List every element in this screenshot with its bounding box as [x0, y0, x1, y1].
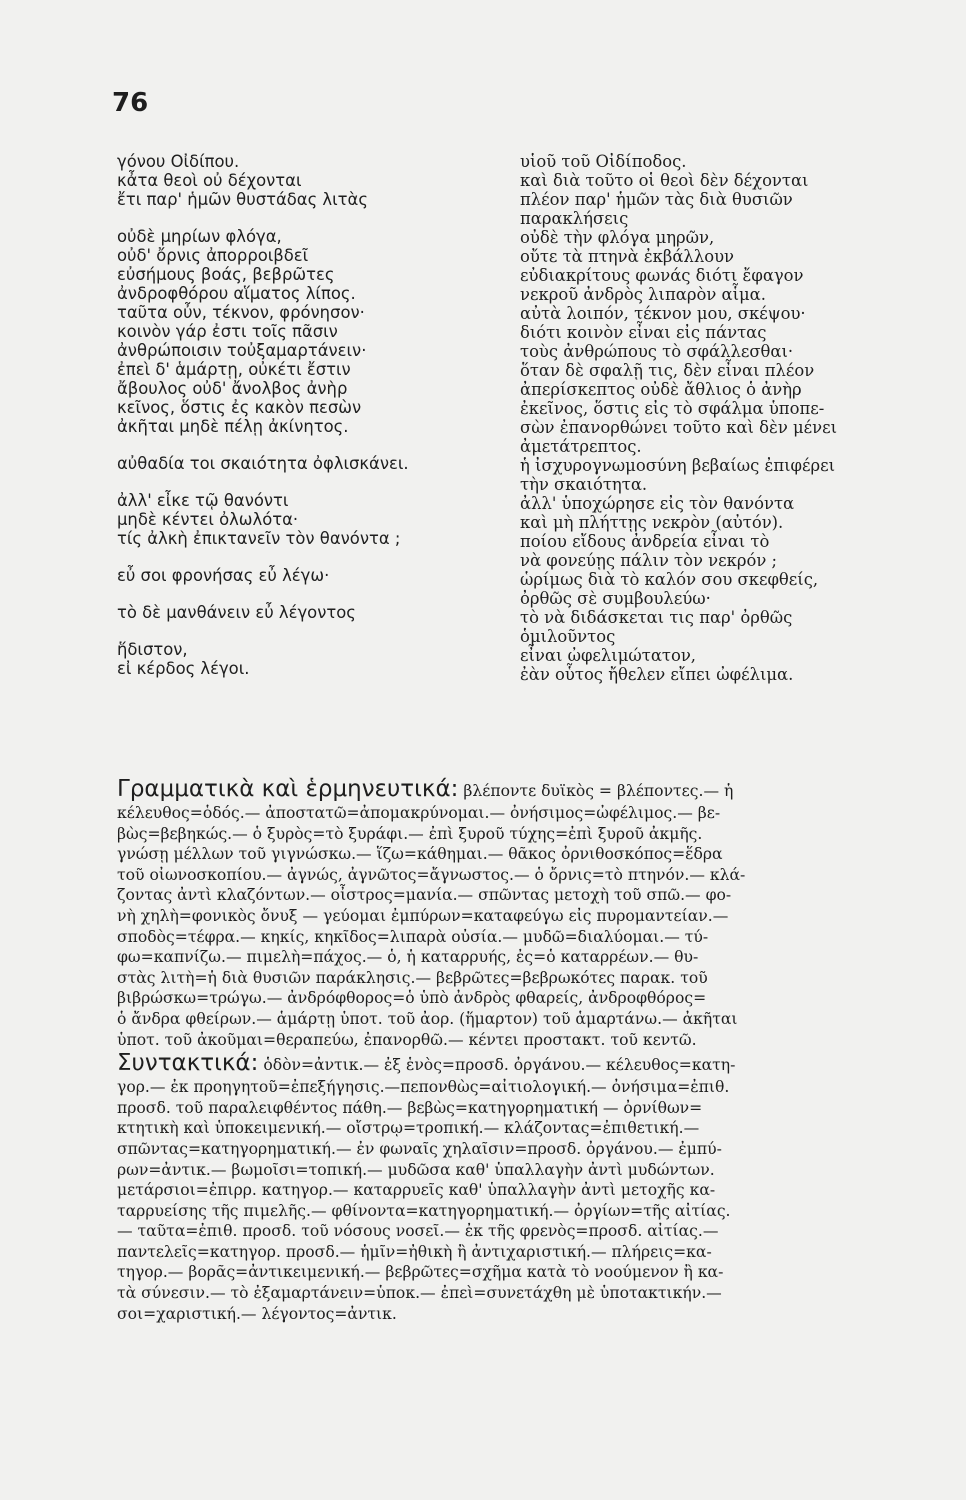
translation-line: ἐὰν οὗτος ἤθελεν εἴπει ὠφέλιμα. — [520, 665, 794, 684]
translation-line: ἐκεῖνος, ὅστις εἰς τὸ σφάλμα ὑποπε- — [520, 399, 825, 418]
translation-line: οὔτε τὰ πτηνὰ ἐκβάλλουν — [520, 247, 735, 266]
verse-line: ἀνθρώποισιν τοὐξαμαρτάνειν· — [117, 341, 367, 360]
translation-line: νεκροῦ ἀνδρὸς λιπαρὸν αἷμα. — [520, 285, 766, 304]
grammar-note-line: γνώσῃ μέλλων τοῦ γιγνώσκω.— ἵζω=κάθημαι.— θᾶκος ὀρνιθοσκόπος=ἕδρα — [117, 845, 723, 864]
syntax-note-line: παντελεῖς=κατηγορ. προσδ.— ἡμῖν=ἠθικὴ ἢ ἀντιχαριστική.— πλήρεις=κα- — [117, 1242, 712, 1261]
notes-section — [117, 776, 937, 1324]
grammar-note-line: ὑποτ. τοῦ ἀκοῦμαι=θεραπεύω, ἐπανορθῶ.— κέντει προστακτ. τοῦ κεντῶ. — [117, 1030, 697, 1049]
syntax-note-line: — ταῦτα=ἐπιθ. προσδ. τοῦ νόσους νοσεῖ.— ἐκ τῆς φρενὸς=προσδ. αἰτίας.— — [117, 1222, 719, 1241]
verse-line: κεῖνος, ὅστις ἐς κακὸν πεσὼν — [117, 398, 362, 417]
grammar-note-line: βιβρώσκω=τρώγω.— ἀνδρόφθορος=ὁ ὑπὸ ἀνδρὸς φθαρείς, ἀνδροφθόρος= — [117, 989, 707, 1008]
greek-original-column — [117, 152, 507, 678]
verse-line: οὐδὲ μηρίων φλόγα, — [117, 227, 282, 246]
grammar-note-line: βλέποντε δυϊκὸς = βλέποντες.— ἡ — [463, 782, 734, 800]
translation-line: ὡρίμως διὰ τὸ καλόν σου σκεφθείς, — [520, 570, 819, 589]
verse-line: γόνου Οἰδίπου. — [117, 152, 240, 171]
grammar-note-line: φω=καπνίζω.— πιμελὴ=πάχος.— ὁ, ἡ καταρρυής, ἐς=ὁ καταρρέων.— θυ- — [117, 948, 699, 967]
verse-line: ἀλλ' εἶκε τῷ θανόντι — [117, 491, 289, 510]
translation-line: ὅταν δὲ σφαλῇ τις, δὲν εἶναι πλέον — [520, 361, 815, 380]
translation-line: ἀμετάτρεπτος. — [520, 437, 642, 456]
syntax-heading: Συντακτικά: — [117, 1050, 259, 1077]
verse-line: ἔτι παρ' ἡμῶν θυστάδας λιτὰς — [117, 190, 368, 209]
translation-line: παρακλήσεις — [520, 209, 629, 228]
verse-line: τίς ἀλκὴ ἐπικτανεῖν τὸν θανόντα ; — [117, 529, 401, 548]
syntax-note-line: προσδ. τοῦ παραλειφθέντος πάθη.— βεβὼς=κατηγορηματική — ὀρνίθων= — [117, 1098, 703, 1117]
translation-line: υἱοῦ τοῦ Οἰδίποδος. — [520, 152, 687, 171]
translation-line: σὼν ἐπανορθώνει τοῦτο καὶ δὲν μένει — [520, 418, 838, 437]
verse-line: μηδὲ κέντει ὀλωλότα· — [117, 510, 299, 529]
verse-line: ἄβουλος οὐδ' ἄνολβος ἀνὴρ — [117, 379, 348, 398]
translation-line: διότι κοινὸν εἶναι εἰς πάντας — [520, 323, 767, 342]
translation-line: εἶναι ὠφελιμώτατον, — [520, 646, 696, 665]
syntax-note-line: ὁδὸν=ἀντικ.— ἐξ ἑνὸς=προσδ. ὀργάνου.— κέλευθος=κατη- — [263, 1056, 736, 1075]
grammar-note-line: ζοντας ἀντὶ κλαζόντων.— οἶστρος=μανία.— σπῶντας μετοχὴ τοῦ σπῶ.— φο- — [117, 886, 732, 905]
syntax-note-line: τὰ σύνεσιν.— τὸ ἐξαμαρτάνειν=ὑποκ.— ἐπεὶ=συνετάχθη μὲ ὑποτακτικήν.— — [117, 1284, 722, 1303]
translation-line: τὸ νὰ διδάσκεται τις παρ' ὀρθῶς — [520, 608, 793, 627]
syntax-note-line: κτητικὴ καὶ ὑποκειμενική.— οἴστρῳ=τροπική.— κλάζοντας=ἐπιθετική.— — [117, 1119, 700, 1138]
page-number: 76 — [112, 88, 149, 118]
grammar-note-line: κέλευθος=ὁδός.— ἀποστατῶ=ἀπομακρύνομαι.— ὀνήσιμος=ὠφέλιμος.— βε- — [117, 804, 721, 822]
translation-line: εὐδιακρίτους φωνάς διότι ἔφαγον — [520, 266, 804, 285]
translation-line: καὶ διὰ τοῦτο οἱ θεοὶ δὲν δέχονται — [520, 171, 809, 190]
grammar-note-line: ὁ ἄνδρα φθείρων.— ἁμάρτῃ ὑποτ. τοῦ ἀορ. (ἥμαρτον) τοῦ ἁμαρτάνω.— ἀκῆται — [117, 1009, 738, 1028]
translation-line: τοὺς ἀνθρώπους τὸ σφάλλεσθαι· — [520, 342, 794, 361]
verse-line: οὐδ' ὄρνις ἀπορροιβδεῖ — [117, 246, 309, 265]
translation-line: νὰ φονεύῃς πάλιν τὸν νεκρόν ; — [520, 551, 778, 570]
verse-line: ἀκῆται μηδὲ πέλῃ ἀκίνητος. — [117, 417, 349, 436]
grammar-note-line: στὰς λιτὴ=ἡ διὰ θυσιῶν παράκλησις.— βεβρῶτες=βεβρωκότες παρακ. τοῦ — [117, 968, 708, 987]
grammar-note-line: σποδὸς=τέφρα.— κηκίς, κηκῖδος=λιπαρὰ οὐσία.— μυδῶ=διαλύομαι.— τύ- — [117, 927, 709, 946]
grammar-note-line: βὼς=βεβηκώς.— ὁ ξυρὸς=τὸ ξυράφι.— ἐπὶ ξυροῦ τύχης=ἐπὶ ξυροῦ ἀκμῆς. — [117, 824, 703, 843]
translation-line: ὀρθῶς σὲ συμβουλεύω· — [520, 589, 711, 608]
syntax-note-line: σπῶντας=κατηγορηματική.— ἐν φωναῖς χηλαῖσιν=προσδ. ὀργάνου.— ἐμπύ- — [117, 1139, 722, 1158]
syntax-note-line: γορ.— ἐκ προηγητοῦ=ἐπεξήγησις.—πεπονθὼς=αἰτιολογική.— ὀνήσιμα=ἐπιθ. — [117, 1078, 730, 1097]
modern-translation-column — [520, 152, 940, 684]
verse-line: τὸ δὲ μανθάνειν εὖ λέγοντος — [117, 603, 356, 622]
verse-line: κοινὸν γάρ ἐστι τοῖς πᾶσιν — [117, 322, 338, 341]
syntax-note-line: μετάρσιοι=ἐπιρρ. κατηγορ.— καταρρυεῖς καθ' ὑπαλλαγὴν ἀντὶ μετοχῆς κα- — [117, 1181, 716, 1200]
verse-line: αὐθαδία τοι σκαιότητα ὀφλισκάνει. — [117, 454, 409, 473]
grammar-heading: Γραμματικὰ καὶ ἑρμηνευτικά: — [117, 776, 459, 802]
translation-line: οὐδὲ τὴν φλόγα μηρῶν, — [520, 228, 715, 247]
verse-line: ἀνδροφθόρου αἵματος λίπος. — [117, 284, 356, 303]
grammar-note-line: νὴ χηλὴ=φονικὸς ὄνυξ — γεύομαι ἐμπύρων=καταφεύγω εἰς πυρομαντείαν.— — [117, 906, 729, 925]
translation-line: πλέον παρ' ἡμῶν τὰς διὰ θυσιῶν — [520, 190, 793, 209]
syntax-note-line: ταρρυείσης τῆς πιμελῆς.— φθίνοντα=κατηγορηματική.— ὀργίων=τῆς αἰτίας. — [117, 1201, 731, 1220]
verse-line: εὐσήμους βοάς, βεβρῶτες — [117, 265, 335, 284]
translation-line: ποίου εἴδους ἀνδρεία εἶναι τὸ — [520, 532, 770, 551]
translation-line: ἀπερίσκεπτος οὐδὲ ἄθλιος ὁ ἀνὴρ — [520, 380, 802, 399]
translation-line: ἡ ἰσχυρογνωμοσύνη βεβαίως ἐπιφέρει — [520, 456, 836, 475]
translation-line: τὴν σκαιότητα. — [520, 475, 648, 494]
verse-line: εὖ σοι φρονήσας εὖ λέγω· — [117, 566, 330, 585]
grammar-note-line: τοῦ οἰωνοσκοπίου.— ἀγνώς, ἀγνῶτος=ἄγνωστος.— ὁ ὄρνις=τὸ πτηνόν.— κλά- — [117, 865, 746, 884]
syntax-note-line: σοι=χαριστική.— λέγοντος=ἀντικ. — [117, 1304, 397, 1323]
verse-line: ἥδιστον, — [117, 640, 188, 659]
verse-line: ἐπεὶ δ' ἁμάρτῃ, οὐκέτι ἔστιν — [117, 360, 351, 379]
translation-line: ὁμιλοῦντος — [520, 627, 616, 646]
verse-line: εἰ κέρδος λέγοι. — [117, 659, 250, 678]
verse-line: κἆτα θεοὶ οὐ δέχονται — [117, 171, 302, 190]
translation-line: ἀλλ' ὑποχώρησε εἰς τὸν θανόντα — [520, 494, 795, 513]
translation-line: αὐτὰ λοιπόν, τέκνον μου, σκέψου· — [520, 304, 806, 323]
translation-line: καὶ μὴ πλήττῃς νεκρὸν (αὐτόν). — [520, 513, 784, 532]
syntax-note-line: ρων=ἀντικ.— βωμοῖσι=τοπική.— μυδῶσα καθ' ὑπαλλαγὴν ἀντὶ μυδώντων. — [117, 1160, 715, 1179]
verse-line: ταῦτα οὖν, τέκνον, φρόνησον· — [117, 303, 365, 322]
syntax-note-line: τηγορ.— βορᾶς=ἀντικειμενική.— βεβρῶτες=σχῆμα κατὰ τὸ νοούμενον ἢ κα- — [117, 1263, 724, 1282]
